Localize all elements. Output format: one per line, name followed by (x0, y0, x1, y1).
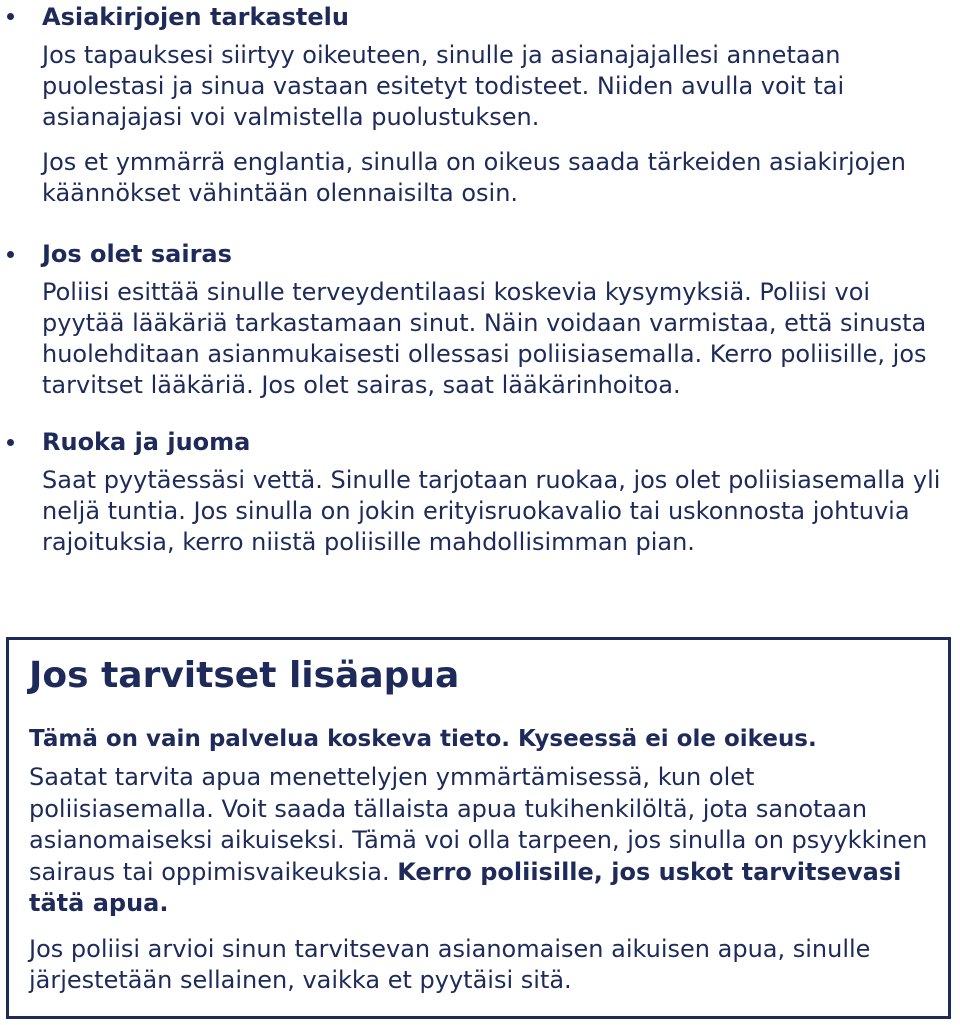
section-body (42, 465, 960, 558)
paragraph-text: Saatat tarvita apua menettelyjen ymmärtämisessä, kun olet poliisiasemalla. Voit saada tällaista apua tukihenkilöltä, jota sanotaan asianomaiseksi aikuiseksi. Tämä voi olla tarpeen, jos sinulla on psyykkinen sairaus tai oppimisvaikeuksia. (29, 763, 928, 886)
section-food-and-drink (0, 427, 960, 558)
help-info-box (6, 637, 951, 1019)
bullet-icon (7, 251, 14, 258)
emphasis-text: Kerro poliisille, jos uskot tarvitsevasi tätä apua. (29, 857, 902, 917)
section-heading: Asiakirjojen tarkastelu (42, 3, 349, 31)
paragraph: Saat pyytäessäsi vettä. Sinulle tarjotaan ruokaa, jos olet poliisiasemalla yli neljä tuntia. Jos sinulla on jokin erityisruokavalio tai uskonnosta johtuvia rajoituksia, kerro niistä poliisille mahdollisimman pian. (42, 466, 941, 556)
box-paragraph: Jos poliisi arvioi sinun tarvitsevan asianomaisen aikuisen apua, sinulle järjestetään sellainen, vaikka et pyytäisi sitä. (29, 934, 871, 994)
section-body (42, 277, 960, 401)
section-heading: Jos olet sairas (42, 240, 232, 268)
box-paragraph (29, 762, 928, 920)
section-document-review (0, 0, 960, 209)
section-if-sick (0, 239, 960, 401)
bullet-icon (7, 439, 14, 446)
section-body (42, 40, 960, 209)
box-title: Jos tarvitset lisäapua (29, 655, 460, 696)
box-lead: Tämä on vain palvelua koskeva tieto. Kyseessä ei ole oikeus. (29, 726, 817, 752)
paragraph: Jos tapauksesi siirtyy oikeuteen, sinulle ja asianajajallesi annetaan puolestasi ja sinua vastaan esitetyt todisteet. Niiden avulla voit tai asianajajasi voi valmistella puolustuksen. (42, 41, 845, 131)
section-heading: Ruoka ja juoma (42, 428, 251, 456)
paragraph: Jos et ymmärrä englantia, sinulla on oikeus saada tärkeiden asiakirjojen käännökset vähintään olennaisilta osin. (42, 148, 906, 207)
bullet-icon (7, 13, 14, 20)
paragraph: Poliisi esittää sinulle terveydentilaasi koskevia kysymyksiä. Poliisi voi pyytää lääkäriä tarkastamaan sinut. Näin voidaan varmistaa, että sinusta huolehditaan asianmukaisesti ollessasi poliisiasemalla. Kerro poliisille, jos tarvitset lääkäriä. Jos olet sairas, saat lääkärinhoitoa. (42, 278, 927, 399)
